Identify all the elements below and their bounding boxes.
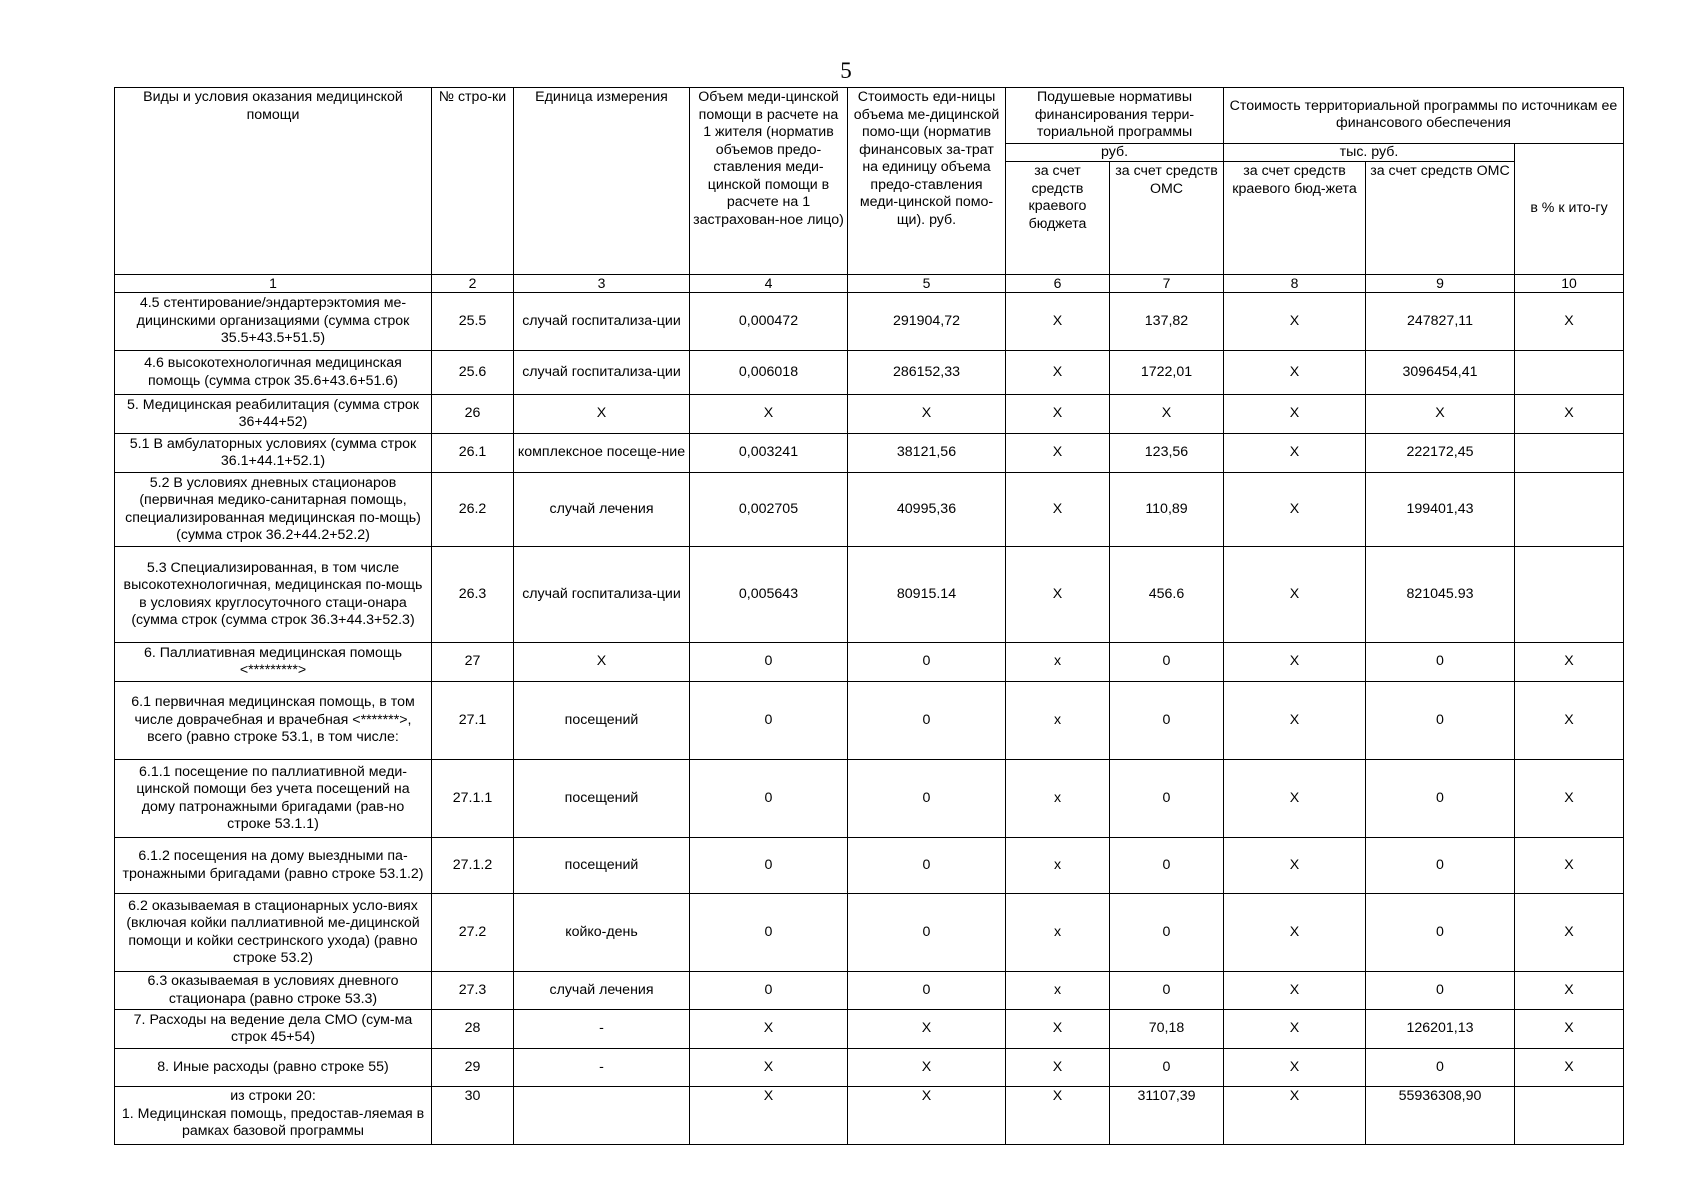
row-unit: случай госпитализа-ции bbox=[514, 351, 690, 395]
row-per-capita-budget: x bbox=[1006, 972, 1110, 1010]
row-cost-oms: 0 bbox=[1366, 643, 1515, 682]
row-name: 7. Расходы на ведение дела СМО (сум-ма строк 45+54) bbox=[115, 1010, 432, 1049]
row-unit: посещений bbox=[514, 838, 690, 894]
row-cost-budget: X bbox=[1224, 682, 1366, 760]
table-header bbox=[115, 88, 1624, 293]
row-percent: X bbox=[1515, 395, 1624, 434]
row-percent: X bbox=[1515, 1010, 1624, 1049]
row-percent: X bbox=[1515, 293, 1624, 351]
row-unit-cost: 0 bbox=[848, 643, 1006, 682]
row-unit: случай лечения bbox=[514, 473, 690, 547]
row-unit-cost: 80915.14 bbox=[848, 547, 1006, 643]
header-program-cost-group: Стоимость территориальной программы по источникам ее финансового обеспечения bbox=[1224, 88, 1624, 144]
row-name: 5.2 В условиях дневных стационаров (первичная медико-санитарная помощь, специализированная медицинская по-мощь) (сумма строк 36.2+44.2+52.2) bbox=[115, 473, 432, 547]
row-line-number: 26.3 bbox=[432, 547, 514, 643]
row-volume: X bbox=[690, 1010, 848, 1049]
row-name: 6.2 оказываемая в стационарных усло-виях (включая койки паллиативной ме-дицинской помощи и койки сестринского ухода) (равно строке 53.2) bbox=[115, 894, 432, 972]
column-numbers-row bbox=[115, 275, 1624, 293]
row-unit-cost: 286152,33 bbox=[848, 351, 1006, 395]
row-unit-cost: 291904,72 bbox=[848, 293, 1006, 351]
row-per-capita-budget: X bbox=[1006, 351, 1110, 395]
row-cost-oms: 0 bbox=[1366, 760, 1515, 838]
row-per-capita-budget: X bbox=[1006, 1049, 1110, 1087]
row-unit-cost: X bbox=[848, 1010, 1006, 1049]
table-row bbox=[115, 473, 1624, 547]
table-row bbox=[115, 760, 1624, 838]
row-line-number: 25.5 bbox=[432, 293, 514, 351]
row-unit-cost: 0 bbox=[848, 894, 1006, 972]
row-percent bbox=[1515, 434, 1624, 473]
row-per-capita-oms: X bbox=[1110, 395, 1224, 434]
table-row bbox=[115, 643, 1624, 682]
row-unit bbox=[514, 1087, 690, 1145]
row-cost-budget: X bbox=[1224, 760, 1366, 838]
row-cost-oms: 222172,45 bbox=[1366, 434, 1515, 473]
row-per-capita-oms: 0 bbox=[1110, 760, 1224, 838]
row-cost-budget: X bbox=[1224, 838, 1366, 894]
table-row bbox=[115, 395, 1624, 434]
financing-table bbox=[114, 87, 1624, 1145]
row-cost-budget: X bbox=[1224, 1049, 1366, 1087]
column-number: 3 bbox=[514, 275, 690, 293]
row-percent bbox=[1515, 473, 1624, 547]
table-row-line-30 bbox=[115, 1087, 1624, 1145]
row-per-capita-budget: x bbox=[1006, 894, 1110, 972]
header-percent-of-total: в % к ито-гу bbox=[1515, 143, 1624, 275]
row-cost-budget: X bbox=[1224, 434, 1366, 473]
row-name: 5. Медицинская реабилитация (сумма строк 36+44+52) bbox=[115, 395, 432, 434]
row-volume: 0 bbox=[690, 760, 848, 838]
row-cost-oms: 821045.93 bbox=[1366, 547, 1515, 643]
row-volume: 0 bbox=[690, 972, 848, 1010]
row-unit: посещений bbox=[514, 682, 690, 760]
table-row bbox=[115, 972, 1624, 1010]
row-unit: случай госпитализа-ции bbox=[514, 293, 690, 351]
table-row bbox=[115, 351, 1624, 395]
header-volume: Объем меди-цинской помощи в расчете на 1 жителя (норматив объемов предо-ставления меди-цинской помощи в расчете на 1 застрахован-ное лицо) bbox=[690, 88, 848, 275]
row-line-number: 28 bbox=[432, 1010, 514, 1049]
row-name: 6. Паллиативная медицинская помощь <*********> bbox=[115, 643, 432, 682]
row-line-number: 29 bbox=[432, 1049, 514, 1087]
row-cost-budget: X bbox=[1224, 473, 1366, 547]
table-row bbox=[115, 434, 1624, 473]
header-unit-thousand-rub: тыс. руб. bbox=[1224, 143, 1515, 162]
row-unit-cost: 0 bbox=[848, 838, 1006, 894]
row-unit-cost: 38121,56 bbox=[848, 434, 1006, 473]
row-line-number: 27.3 bbox=[432, 972, 514, 1010]
column-number: 2 bbox=[432, 275, 514, 293]
row-name bbox=[115, 1087, 432, 1145]
row-cost-oms: 0 bbox=[1366, 682, 1515, 760]
row-per-capita-budget: x bbox=[1006, 838, 1110, 894]
column-number: 6 bbox=[1006, 275, 1110, 293]
row-percent: X bbox=[1515, 643, 1624, 682]
row-cost-oms: 199401,43 bbox=[1366, 473, 1515, 547]
row-per-capita-oms: 1722,01 bbox=[1110, 351, 1224, 395]
row-cost-budget: X bbox=[1224, 643, 1366, 682]
row-line-number: 30 bbox=[432, 1087, 514, 1145]
row-volume: X bbox=[690, 395, 848, 434]
row-cost-oms: 247827,11 bbox=[1366, 293, 1515, 351]
row-per-capita-oms: 70,18 bbox=[1110, 1010, 1224, 1049]
row-unit: случай госпитализа-ции bbox=[514, 547, 690, 643]
row-percent bbox=[1515, 351, 1624, 395]
row-cost-budget: X bbox=[1224, 1010, 1366, 1049]
row-unit: койко-день bbox=[514, 894, 690, 972]
header-cost-budget: за счет средств краевого бюд-жета bbox=[1224, 162, 1366, 275]
header-unit-cost: Стоимость еди-ницы объема ме-дицинской помо-щи (норматив финансовых за-трат на единицу объема предо-ставления меди-цинской помо-щи). руб. bbox=[848, 88, 1006, 275]
row-name-main: 1. Медицинская помощь, предостав-ляемая в рамках базовой программы bbox=[121, 1105, 425, 1139]
row-percent: X bbox=[1515, 1049, 1624, 1087]
row-unit-cost: X bbox=[848, 1087, 1006, 1145]
table-row bbox=[115, 293, 1624, 351]
row-unit-cost: 0 bbox=[848, 682, 1006, 760]
row-name: 6.1.1 посещение по паллиативной меди-цинской помощи без учета посещений на дому патронажными бригадами (рав-но строке 53.1.1) bbox=[115, 760, 432, 838]
row-volume: 0,002705 bbox=[690, 473, 848, 547]
row-line-number: 27.1.2 bbox=[432, 838, 514, 894]
row-cost-budget: X bbox=[1224, 351, 1366, 395]
table-row bbox=[115, 838, 1624, 894]
row-line-number: 27.1.1 bbox=[432, 760, 514, 838]
row-percent: X bbox=[1515, 838, 1624, 894]
column-number: 8 bbox=[1224, 275, 1366, 293]
row-name: 6.1 первичная медицинская помощь, в том числе доврачебная и врачебная <*******>, всего (равно строке 53.1, в том числе: bbox=[115, 682, 432, 760]
row-name: 8. Иные расходы (равно строке 55) bbox=[115, 1049, 432, 1087]
row-per-capita-budget: X bbox=[1006, 1087, 1110, 1145]
row-name: 5.1 В амбулаторных условиях (сумма строк 36.1+44.1+52.1) bbox=[115, 434, 432, 473]
row-line-number: 26 bbox=[432, 395, 514, 434]
row-per-capita-oms: 0 bbox=[1110, 682, 1224, 760]
row-per-capita-budget: x bbox=[1006, 760, 1110, 838]
row-unit: X bbox=[514, 643, 690, 682]
row-per-capita-oms: 31107,39 bbox=[1110, 1087, 1224, 1145]
row-per-capita-budget: X bbox=[1006, 547, 1110, 643]
row-volume: X bbox=[690, 1049, 848, 1087]
header-cost-oms: за счет средств ОМС bbox=[1366, 162, 1515, 275]
header-types-of-care: Виды и условия оказания медицинской помощи bbox=[115, 88, 432, 275]
row-per-capita-oms: 137,82 bbox=[1110, 293, 1224, 351]
row-volume: 0 bbox=[690, 894, 848, 972]
row-unit: - bbox=[514, 1010, 690, 1049]
row-percent: X bbox=[1515, 682, 1624, 760]
row-name: 6.3 оказываемая в условиях дневного стационара (равно строке 53.3) bbox=[115, 972, 432, 1010]
row-volume: 0 bbox=[690, 682, 848, 760]
row-volume: 0,003241 bbox=[690, 434, 848, 473]
row-percent: X bbox=[1515, 894, 1624, 972]
table-row bbox=[115, 1010, 1624, 1049]
row-line-number: 26.1 bbox=[432, 434, 514, 473]
row-name: 5.3 Специализированная, в том числе высокотехнологичная, медицинская по-мощь в условиях круглосуточного стаци-онара (сумма строк (сумма строк 36.3+44.3+52.3) bbox=[115, 547, 432, 643]
header-unit-rub: руб. bbox=[1006, 143, 1224, 162]
row-cost-oms: 55936308,90 bbox=[1366, 1087, 1515, 1145]
row-name: 6.1.2 посещения на дому выездными па-тронажными бригадами (равно строке 53.1.2) bbox=[115, 838, 432, 894]
row-volume: 0 bbox=[690, 643, 848, 682]
header-per-capita-oms: за счет средств ОМС bbox=[1110, 162, 1224, 275]
row-percent bbox=[1515, 547, 1624, 643]
row-unit-cost: 0 bbox=[848, 972, 1006, 1010]
row-unit-cost: 40995,36 bbox=[848, 473, 1006, 547]
row-per-capita-budget: x bbox=[1006, 643, 1110, 682]
table-row bbox=[115, 894, 1624, 972]
row-volume: X bbox=[690, 1087, 848, 1145]
row-line-number: 26.2 bbox=[432, 473, 514, 547]
row-volume: 0 bbox=[690, 838, 848, 894]
row-cost-oms: 0 bbox=[1366, 894, 1515, 972]
row-cost-oms: 3096454,41 bbox=[1366, 351, 1515, 395]
row-unit: посещений bbox=[514, 760, 690, 838]
row-name: 4.5 стентирование/эндартерэктомия ме-дицинскими организациями (сумма строк 35.5+43.5+51.5) bbox=[115, 293, 432, 351]
column-number: 1 bbox=[115, 275, 432, 293]
row-per-capita-oms: 0 bbox=[1110, 894, 1224, 972]
row-line-number: 25.6 bbox=[432, 351, 514, 395]
column-number: 4 bbox=[690, 275, 848, 293]
row-unit: X bbox=[514, 395, 690, 434]
row-percent bbox=[1515, 1087, 1624, 1145]
row-per-capita-budget: x bbox=[1006, 682, 1110, 760]
row-cost-oms: 126201,13 bbox=[1366, 1010, 1515, 1049]
row-per-capita-budget: X bbox=[1006, 395, 1110, 434]
row-per-capita-budget: X bbox=[1006, 293, 1110, 351]
table-row bbox=[115, 1049, 1624, 1087]
row-per-capita-oms: 0 bbox=[1110, 1049, 1224, 1087]
row-per-capita-oms: 0 bbox=[1110, 972, 1224, 1010]
row-cost-budget: X bbox=[1224, 894, 1366, 972]
row-cost-oms: 0 bbox=[1366, 1049, 1515, 1087]
row-unit-cost: 0 bbox=[848, 760, 1006, 838]
row-unit-cost: X bbox=[848, 395, 1006, 434]
row-percent: X bbox=[1515, 972, 1624, 1010]
row-cost-oms: 0 bbox=[1366, 972, 1515, 1010]
header-line-number: № стро-ки bbox=[432, 88, 514, 275]
row-per-capita-budget: X bbox=[1006, 1010, 1110, 1049]
column-number: 10 bbox=[1515, 275, 1624, 293]
row-name: 4.6 высокотехнологичная медицинская помощь (сумма строк 35.6+43.6+51.6) bbox=[115, 351, 432, 395]
row-per-capita-budget: X bbox=[1006, 473, 1110, 547]
header-per-capita-group: Подушевые нормативы финансирования терри-ториальной программы bbox=[1006, 88, 1224, 144]
row-per-capita-oms: 0 bbox=[1110, 643, 1224, 682]
row-cost-budget: X bbox=[1224, 293, 1366, 351]
row-volume: 0,006018 bbox=[690, 351, 848, 395]
row-cost-budget: X bbox=[1224, 547, 1366, 643]
row-unit: комплексное посеще-ние bbox=[514, 434, 690, 473]
row-cost-budget: X bbox=[1224, 1087, 1366, 1145]
column-number: 7 bbox=[1110, 275, 1224, 293]
row-per-capita-budget: X bbox=[1006, 434, 1110, 473]
row-cost-oms: X bbox=[1366, 395, 1515, 434]
column-number: 5 bbox=[848, 275, 1006, 293]
table-row bbox=[115, 547, 1624, 643]
row-volume: 0,000472 bbox=[690, 293, 848, 351]
row-unit-cost: X bbox=[848, 1049, 1006, 1087]
page-number: 5 bbox=[840, 58, 852, 83]
row-volume: 0,005643 bbox=[690, 547, 848, 643]
row-unit: случай лечения bbox=[514, 972, 690, 1010]
row-percent: X bbox=[1515, 760, 1624, 838]
row-cost-budget: X bbox=[1224, 972, 1366, 1010]
column-number: 9 bbox=[1366, 275, 1515, 293]
row-line-number: 27.1 bbox=[432, 682, 514, 760]
header-per-capita-budget: за счет средств краевого бюджета bbox=[1006, 162, 1110, 275]
row-per-capita-oms: 0 bbox=[1110, 838, 1224, 894]
row-per-capita-oms: 110,89 bbox=[1110, 473, 1224, 547]
row-per-capita-oms: 456.6 bbox=[1110, 547, 1224, 643]
row-name-prefix: из строки 20: bbox=[230, 1088, 316, 1104]
header-unit: Единица измерения bbox=[514, 88, 690, 275]
row-per-capita-oms: 123,56 bbox=[1110, 434, 1224, 473]
table-body bbox=[115, 293, 1624, 1145]
table-row bbox=[115, 682, 1624, 760]
row-unit: - bbox=[514, 1049, 690, 1087]
row-line-number: 27 bbox=[432, 643, 514, 682]
row-line-number: 27.2 bbox=[432, 894, 514, 972]
row-cost-oms: 0 bbox=[1366, 838, 1515, 894]
row-cost-budget: X bbox=[1224, 395, 1366, 434]
